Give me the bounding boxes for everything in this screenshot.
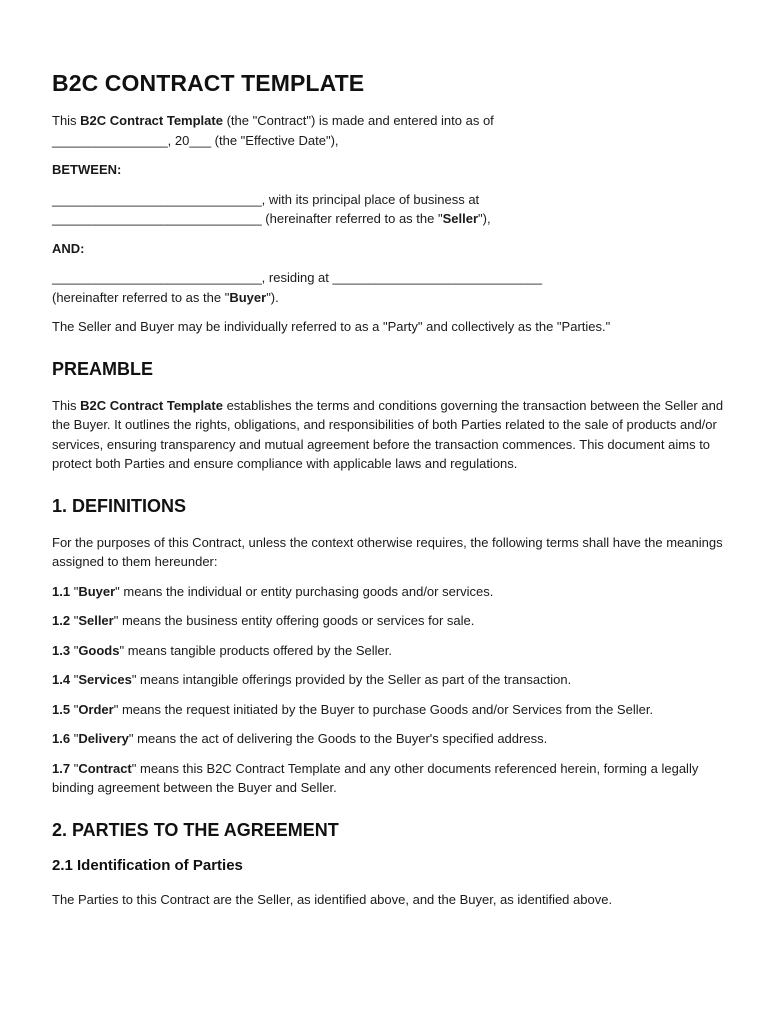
preamble-text-cont: establishes the terms and conditions governing the transaction between the Seller and the Buyer. It outlines the rights, obligations, and responsibilities of both Parties related to the sale of products and/or services, ensuring transparency and mutual agreement before the transaction commences. This document aims to protect both Parties and ensure compliance with applicable laws and regulations. (52, 397, 724, 471)
definition-quote: " (70, 583, 79, 599)
definition-item (52, 641, 730, 661)
definition-text: " means the act of delivering the Goods to the Buyer's specified address. (128, 731, 548, 746)
intro-text-cont: (the "Contract") is made and entered into as of (222, 113, 494, 128)
document-title: B2C CONTRACT TEMPLATE (52, 70, 365, 96)
intro-text: This (52, 113, 81, 128)
definition-term: Seller (78, 613, 114, 628)
definition-item (52, 729, 730, 749)
seller-term: Seller (442, 211, 479, 226)
definition-quote: " (70, 731, 79, 746)
definition-term: Services (78, 672, 132, 687)
definition-number: 1.5 (52, 701, 71, 717)
definition-quote: " (70, 672, 79, 687)
seller-address-end: "), (478, 211, 491, 226)
buyer-block (52, 268, 730, 307)
definition-text: " means the request initiated by the Buyer to purchase Goods and/or Services from the Seller. (113, 701, 654, 717)
definition-number: 1.6 (52, 731, 71, 746)
definition-text: " means this B2C Contract Template and any other documents referenced herein, forming a legally binding agreement between the Buyer and Seller. (52, 760, 699, 795)
identification-subheading: 2.1 Identification of Parties (52, 856, 243, 874)
definition-quote: " (70, 701, 79, 717)
intro-contract-name: B2C Contract Template (80, 113, 223, 128)
definition-text: " means the business entity offering goods or services for sale. (113, 613, 475, 628)
definitions-intro: For the purposes of this Contract, unless the context otherwise requires, the following terms shall have the meanings assigned to them hereunder: (52, 534, 723, 569)
definition-text: " means the individual or entity purchasing goods and/or services. (115, 583, 494, 599)
definition-item (52, 759, 730, 798)
definition-number: 1.1 (52, 583, 71, 599)
definition-quote: " (70, 613, 79, 628)
definition-number: 1.7 (52, 760, 71, 776)
parties-note: The Seller and Buyer may be individually referred to as a "Party" and collectively as the "Parties." (52, 319, 611, 334)
definition-number: 1.2 (52, 613, 71, 628)
definition-quote: " (70, 760, 79, 776)
definition-item (52, 670, 730, 690)
buyer-name-line: _____________________________, residing at _____________________________ (52, 270, 543, 285)
preamble-contract-name: B2C Contract Template (80, 397, 223, 413)
preamble-heading: PREAMBLE (52, 358, 154, 379)
definition-text: " means tangible products offered by the Seller. (119, 642, 392, 658)
definition-item (52, 582, 730, 602)
intro-paragraph (52, 111, 730, 150)
definition-text: " means intangible offerings provided by the Seller as part of the transaction. (131, 672, 572, 687)
definition-quote: " (70, 642, 79, 658)
seller-name-line: _____________________________, with its principal place of business at (52, 191, 480, 207)
buyer-term: Buyer (229, 289, 267, 305)
and-label: AND: (52, 240, 85, 256)
between-label: BETWEEN: (52, 162, 122, 177)
parties-heading: 2. PARTIES TO THE AGREEMENT (52, 819, 339, 840)
seller-address-line: _____________________________ (hereinafter referred to as the " (52, 211, 443, 226)
definition-number: 1.3 (52, 642, 71, 658)
definition-term: Delivery (78, 731, 129, 746)
buyer-ref-line: (hereinafter referred to as the " (52, 289, 230, 305)
definition-term: Buyer (78, 583, 116, 599)
seller-block (52, 190, 730, 229)
identification-paragraph: The Parties to this Contract are the Seller, as identified above, and the Buyer, as identified above. (52, 891, 613, 907)
definitions-heading: 1. DEFINITIONS (52, 495, 187, 516)
definition-number: 1.4 (52, 672, 71, 687)
effective-date-line: ________________, 20___ (the "Effective Date"), (52, 132, 339, 148)
definition-term: Goods (78, 642, 120, 658)
definition-item (52, 611, 730, 631)
definition-term: Contract (78, 760, 132, 776)
preamble-paragraph (52, 396, 730, 474)
definition-term: Order (78, 701, 114, 717)
definition-item (52, 700, 730, 720)
buyer-ref-end: "). (266, 289, 279, 305)
preamble-text: This (52, 397, 81, 413)
